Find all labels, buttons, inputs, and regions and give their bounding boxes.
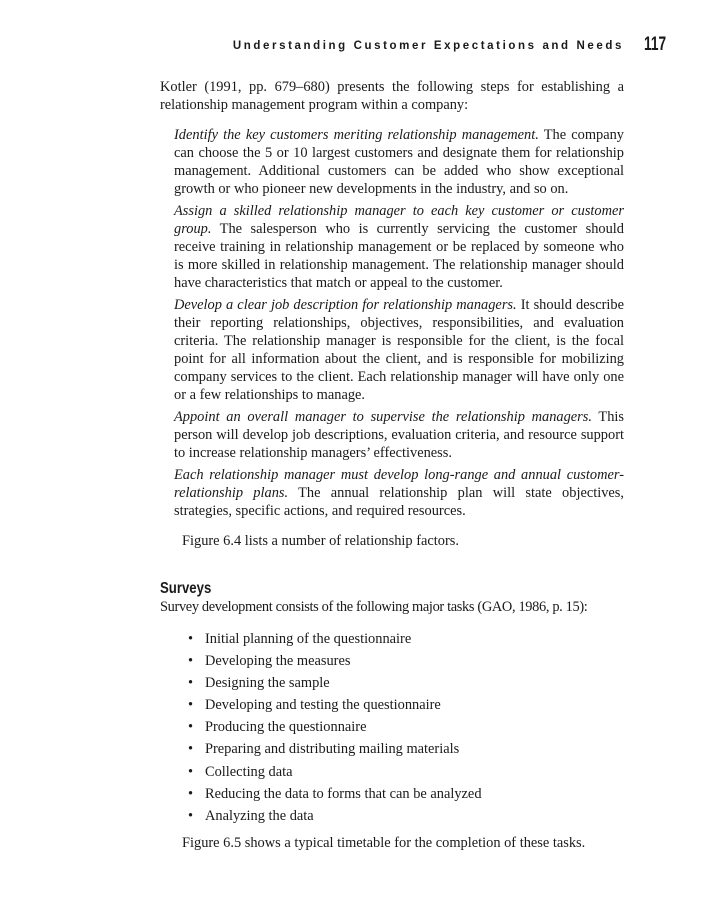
list-item-text: Collecting data bbox=[205, 763, 293, 780]
page-body bbox=[160, 78, 624, 852]
step-4-text: This person will develop job descriptions, evaluation criteria, and resource support to increase relationship managers’ effectiveness. bbox=[174, 409, 625, 461]
step-2 bbox=[174, 202, 624, 292]
list-item-text: Developing and testing the questionnaire bbox=[205, 697, 441, 714]
bullet-icon: • bbox=[188, 741, 194, 758]
relationship-steps bbox=[174, 126, 624, 520]
step-3-text: It should describe their reporting relationships, objectives, responsibilities, and evaluation criteria. The relationship manager is responsible for the client, is the focal point for all information about the client, and is responsible for mobilizing company services to the client. Each relationship manager will have only one or a few relationships to manage. bbox=[174, 297, 624, 403]
list-item bbox=[188, 738, 624, 760]
list-item bbox=[188, 694, 624, 716]
list-item bbox=[188, 805, 624, 827]
step-3-lead: Develop a clear job description for relationship managers. bbox=[174, 297, 517, 313]
bullet-icon: • bbox=[188, 631, 194, 647]
step-5-lead: Each relationship manager must develop long-range and annual customer-relationship plans. bbox=[174, 467, 624, 501]
list-item bbox=[188, 628, 624, 650]
bullet-icon: • bbox=[188, 763, 194, 780]
list-item bbox=[188, 650, 624, 672]
step-5 bbox=[174, 466, 624, 520]
list-item bbox=[188, 716, 624, 738]
page-number: 117 bbox=[644, 34, 667, 55]
list-item bbox=[188, 672, 624, 694]
list-item-text: Preparing and distributing mailing materials bbox=[205, 741, 460, 758]
bullet-icon: • bbox=[188, 697, 194, 714]
step-1-text: The company can choose the 5 or 10 largest customers and designate them for relationship management. Additional customers can be added who show exceptional growth or who pioneer new developments in the industry, and so on. bbox=[174, 127, 624, 197]
step-4-lead: Appoint an overall manager to supervise the relationship managers. bbox=[174, 409, 592, 425]
list-item-text: Designing the sample bbox=[205, 675, 330, 692]
surveys-intro: Survey development consists of the following major tasks (GAO, 1986, p. 15): bbox=[160, 599, 588, 615]
list-item-text: Initial planning of the questionnaire bbox=[205, 631, 412, 647]
bullet-icon: • bbox=[188, 675, 194, 692]
list-item-text: Developing the measures bbox=[205, 653, 351, 670]
figure-6-4-reference: Figure 6.4 lists a number of relationship factors. bbox=[182, 533, 459, 549]
list-item bbox=[188, 761, 624, 783]
bullet-icon: • bbox=[188, 653, 194, 670]
intro-paragraph: Kotler (1991, pp. 679–680) presents the following steps for establishing a relationship management program within a company: bbox=[160, 79, 624, 113]
list-item-text: Analyzing the data bbox=[205, 807, 314, 824]
step-3 bbox=[174, 296, 624, 404]
list-item-text: Reducing the data to forms that can be analyzed bbox=[205, 785, 482, 802]
step-1 bbox=[174, 126, 624, 198]
running-header-title: Understanding Customer Expectations and Needs bbox=[232, 40, 624, 52]
step-2-text: The salesperson who is currently servicing the customer should receive training in relationship management or be replaced by someone who is more skilled in relationship management. The relationship manager should have characteristics that match or appeal to the customer. bbox=[174, 221, 624, 291]
list-item-text: Producing the questionnaire bbox=[205, 719, 367, 736]
step-2-lead: Assign a skilled relationship manager to each key customer or customer group. bbox=[174, 203, 624, 237]
surveys-heading: Surveys bbox=[160, 580, 212, 597]
list-item bbox=[188, 783, 624, 805]
bullet-icon: • bbox=[188, 807, 194, 824]
bullet-icon: • bbox=[188, 785, 194, 802]
step-1-lead: Identify the key customers meriting relationship management. bbox=[174, 127, 539, 143]
step-5-text: The annual relationship plan will state objectives, strategies, specific actions, and required resources. bbox=[174, 485, 624, 519]
figure-6-5-reference: Figure 6.5 shows a typical timetable for the completion of these tasks. bbox=[182, 834, 586, 851]
survey-task-list bbox=[160, 628, 624, 827]
bullet-icon: • bbox=[188, 719, 194, 736]
step-4 bbox=[174, 408, 624, 462]
